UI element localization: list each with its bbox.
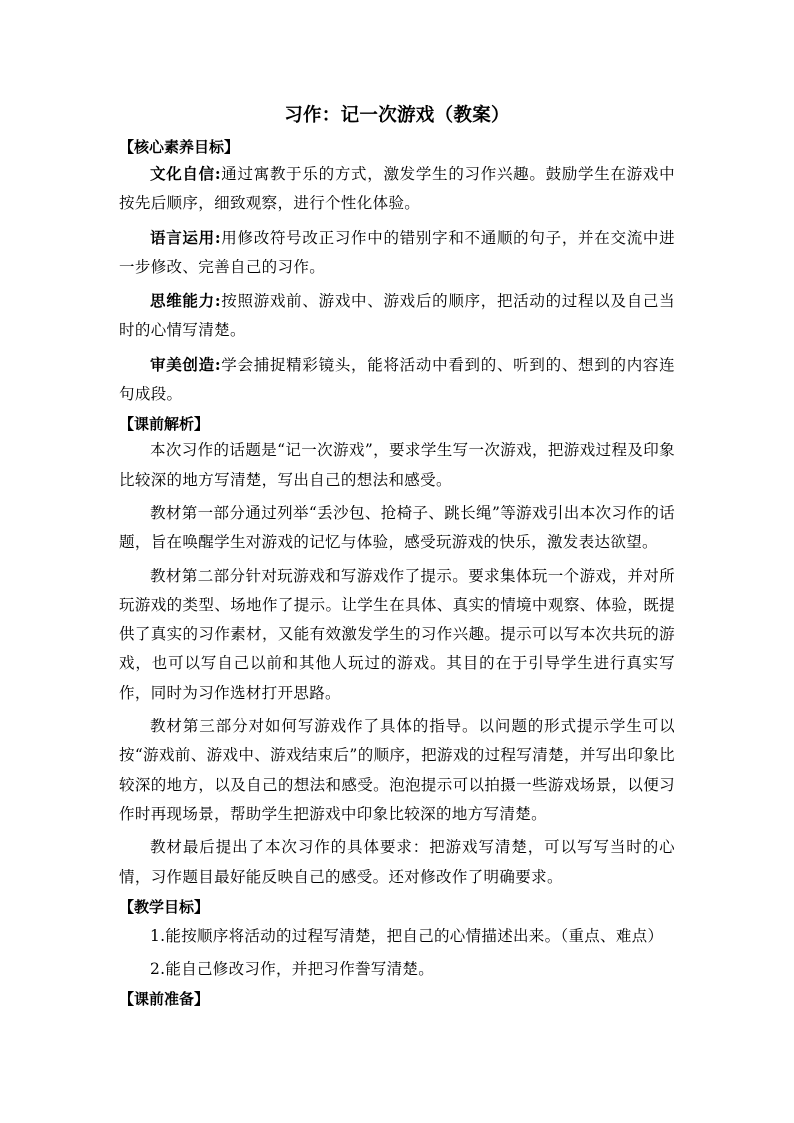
teaching-goal-item: 1.能按顺序将活动的过程写清楚，把自己的心情描述出来。（重点、难点）: [150, 926, 664, 945]
analysis-paragraph: 教材第三部分对如何写游戏作了具体的指导。以问题的形式提示学生可以按“游戏前、游戏中、游戏结束后”的顺序，把游戏的过程写清楚，并写出印象比较深的地方，以及自己的想法和感受。泡泡提示可以拍摄一些游戏场景，以便习作时再现场景，帮助学生把游戏中印象比较深的地方写清楚。: [119, 717, 675, 823]
core-goal-lead: 文化自信:: [150, 164, 221, 183]
core-goal-lead: 语言运用:: [150, 227, 221, 247]
core-goal-language: [119, 223, 675, 283]
core-goal-text: 按照游戏前、游戏中、游戏后的顺序，把活动的过程以及自己当时的心情写清楚。: [119, 292, 675, 340]
core-goal-culture: [119, 159, 675, 219]
analysis-paragraph: 本次习作的话题是“记一次游戏”，要求学生写一次游戏，把游戏过程及印象比较深的地方写清楚，写出自己的想法和感受。: [119, 441, 675, 489]
section-heading-prep: 【课前准备】: [119, 989, 210, 1008]
document-title: 习作：记一次游戏（教案）: [284, 105, 510, 126]
section-heading-goals: 【教学目标】: [119, 897, 210, 916]
core-goal-lead: 思维能力:: [150, 291, 221, 311]
teaching-goal-item: 2.能自己修改习作，并把习作誊写清楚。: [150, 959, 434, 978]
core-goal-lead: 审美创造:: [150, 354, 221, 374]
core-goal-text: 学会捕捉精彩镜头，能将活动中看到的、听到的、想到的内容连句成段。: [119, 355, 675, 404]
analysis-paragraph: 教材第一部分通过列举“丢沙包、抢椅子、跳长绳”等游戏引出本次习作的话题，旨在唤醒学生对游戏的记忆与体验，感受玩游戏的快乐，激发表达欲望。: [119, 503, 675, 552]
section-heading-analysis: 【课前解析】: [119, 415, 210, 434]
core-goal-thinking: [119, 286, 675, 346]
core-goal-text: 通过寓教于乐的方式，激发学生的习作兴趣。鼓励学生在游戏中按先后顺序，细致观察，进行个性化体验。: [119, 165, 675, 213]
analysis-paragraph: 教材最后提出了本次习作的具体要求：把游戏写清楚，可以写写当时的心情，习作题目最好能反映自己的感受。还对修改作了明确要求。: [119, 838, 675, 886]
section-heading-core: 【核心素养目标】: [119, 138, 240, 156]
document-body: [119, 136, 675, 1011]
analysis-paragraph: 教材第二部分针对玩游戏和写游戏作了提示。要求集体玩一个游戏，并对所玩游戏的类型、场地作了提示。让学生在具体、真实的情境中观察、体验，既提供了真实的习作素材，又能有效激发学生的习作兴趣。提示可以写本次共玩的游戏，也可以写自己以前和其他人玩过的游戏。其目的在于引导学生进行真实写作，同时为习作选材打开思路。: [119, 566, 675, 702]
core-goal-aesthetic: [119, 350, 675, 410]
core-goal-text: 用修改符号改正习作中的错别字和不通顺的句子，并在交流中进一步修改、完善自己的习作。: [119, 228, 675, 276]
